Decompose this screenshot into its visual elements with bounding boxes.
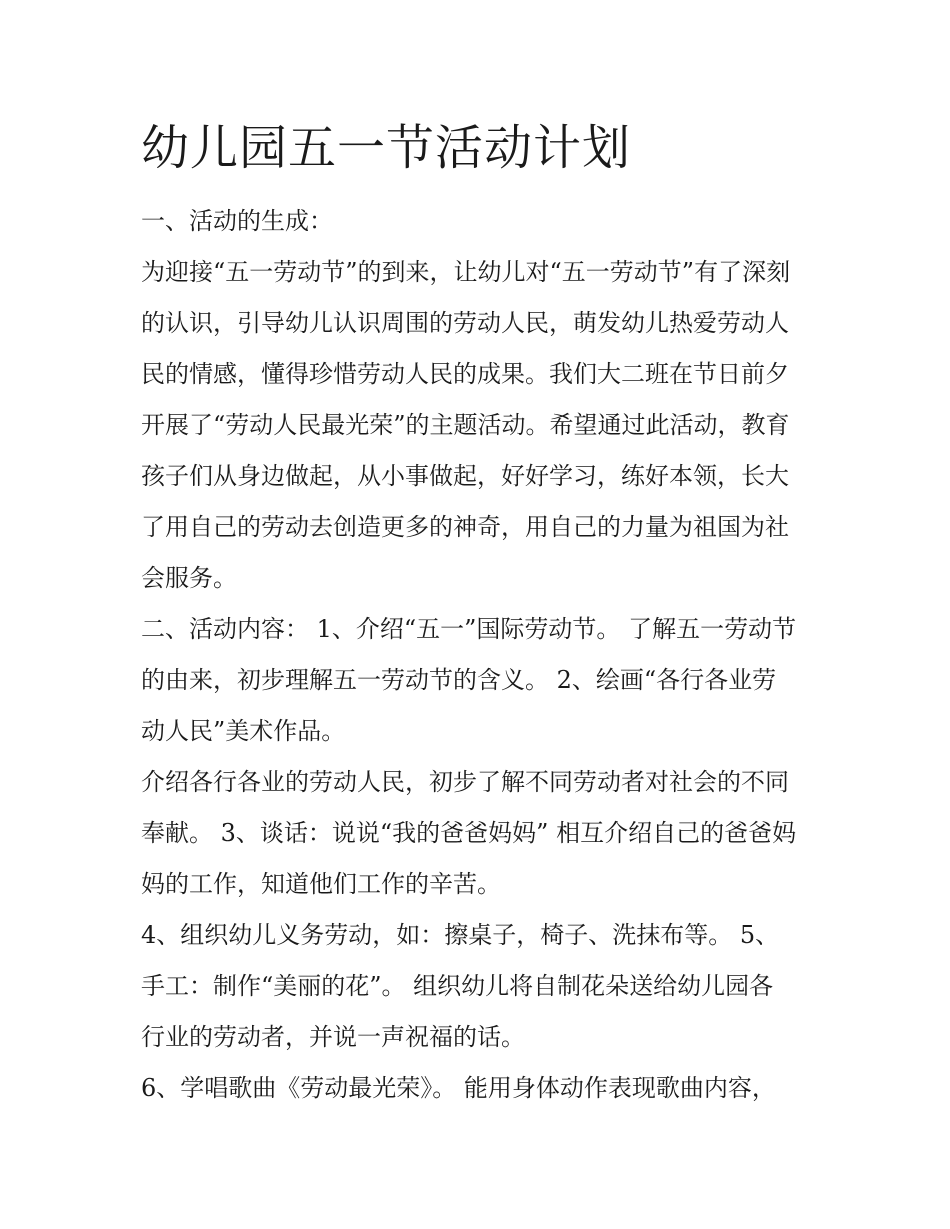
text-line: 开展了“劳动人民最光荣”的主题活动。希望通过此活动，教育 — [141, 411, 790, 439]
text-line: 一、活动的生成： — [141, 207, 333, 235]
text-line: 孩子们从身边做起，从小事做起，好好学习，练好本领，长大 — [141, 462, 789, 490]
text-line: 4、组织幼儿义务劳动，如：擦桌子，椅子、洗抹布等。 5、 — [141, 921, 780, 949]
text-line: 为迎接“五一劳动节”的到来，让幼儿对“五一劳动节”有了深刻 — [141, 258, 791, 286]
text-line: 奉献。 3、谈话：说说“我的爸爸妈妈” 相互介绍自己的爸爸妈 — [141, 819, 797, 847]
text-line: 6、学唱歌曲《劳动最光荣》。 能用身体动作表现歌曲内容， — [141, 1074, 776, 1102]
document-body — [141, 196, 821, 1114]
text-line: 手工：制作“美丽的花”。 组织幼儿将自制花朵送给幼儿园各 — [141, 972, 774, 1000]
paragraph-volunteer-labor — [141, 910, 821, 1063]
text-line: 的认识，引导幼儿认识周围的劳动人民，萌发幼儿热爱劳动人 — [141, 309, 789, 337]
paragraph-activity-content — [141, 604, 821, 757]
text-line: 了用自己的劳动去创造更多的神奇，用自己的力量为祖国为社 — [141, 513, 789, 541]
text-line: 妈的工作，知道他们工作的辛苦。 — [141, 870, 501, 898]
text-line: 介绍各行各业的劳动人民，初步了解不同劳动者对社会的不同 — [141, 768, 789, 796]
paragraph-section-1-heading — [141, 196, 821, 247]
text-line: 动人民”美术作品。 — [141, 717, 346, 745]
document-page — [141, 112, 821, 1114]
document-title: 幼儿园五一节活动计划 — [141, 120, 632, 176]
text-line: 二、活动内容： 1、介绍“五一”国际劳动节。 了解五一劳动节 — [141, 615, 797, 643]
paragraph-background — [141, 247, 821, 604]
text-line: 的由来，初步理解五一劳动节的含义。 2、绘画“各行各业劳 — [141, 666, 777, 694]
text-line: 会服务。 — [141, 564, 237, 592]
paragraph-song — [141, 1063, 821, 1114]
text-line: 民的情感，懂得珍惜劳动人民的成果。我们大二班在节日前夕 — [141, 360, 789, 388]
paragraph-workers-intro — [141, 757, 821, 910]
text-line: 行业的劳动者，并说一声祝福的话。 — [141, 1023, 525, 1051]
